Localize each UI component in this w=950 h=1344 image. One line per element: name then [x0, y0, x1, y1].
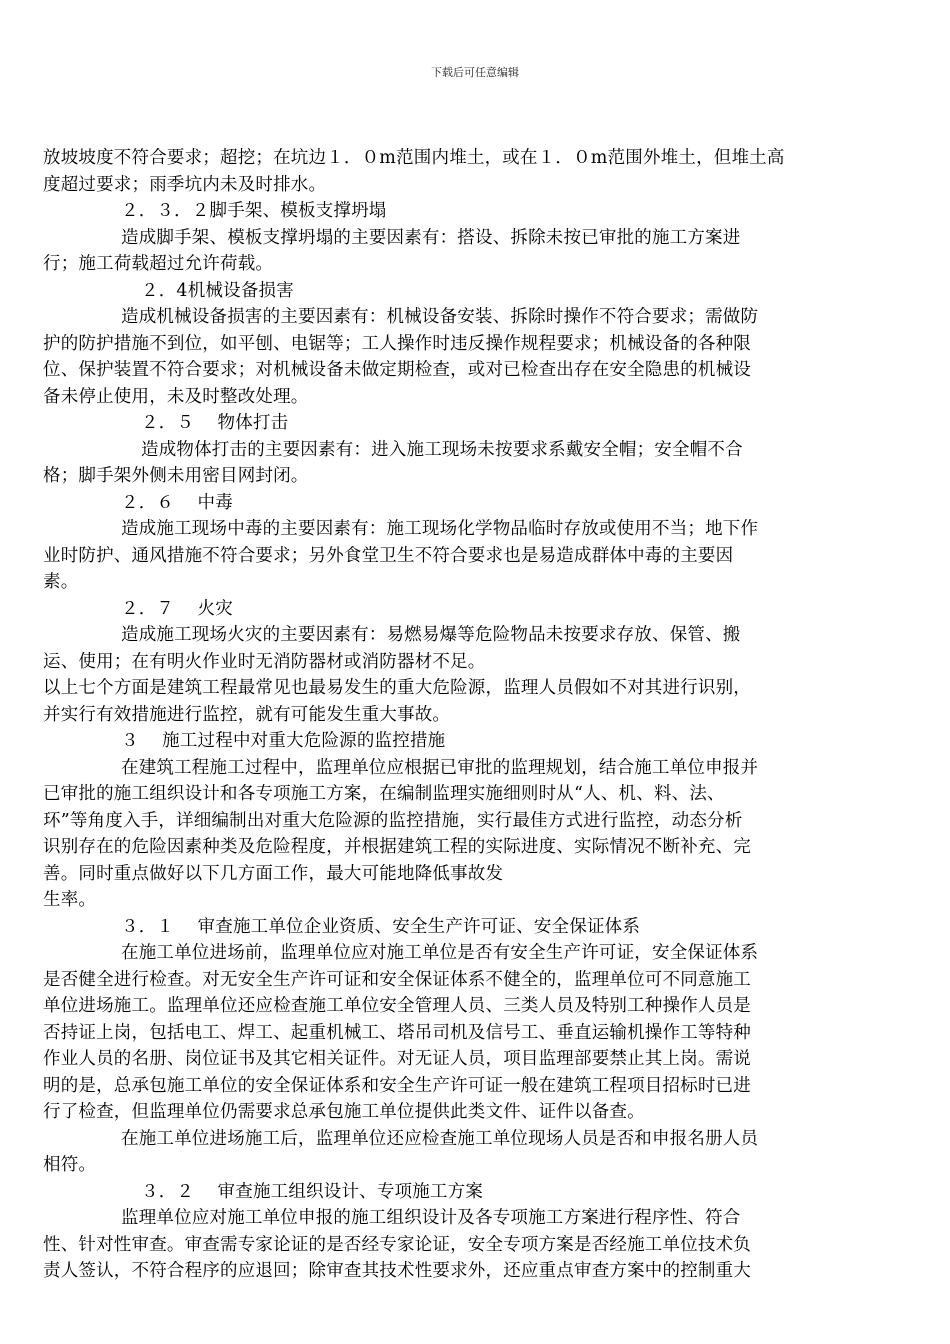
text-line: ３．１ 审查施工单位企业资质、安全生产许可证、安全保证体系 — [121, 916, 641, 937]
text-line: 明的是，总承包施工单位的安全保证体系和安全生产许可证一般在建筑工程项目招标时已进 — [43, 1075, 751, 1096]
document-body — [43, 145, 911, 1285]
text-line: 在施工单位进场前，监理单位应对施工单位是否有安全生产许可证，安全保证体系 — [121, 943, 759, 963]
text-line: ２．６ 中毒 — [121, 492, 233, 513]
text-line: 放坡坡度不符合要求；超挖；在坑边１．０m范围内堆土，或在１．０m范围外堆土，但堆土高 — [43, 148, 785, 168]
text-line: 运、使用；在有明火作业时无消防器材或消防器材不足。 — [43, 651, 486, 672]
text-line: ２．７ 火灾 — [121, 598, 233, 619]
text-line: 生率。 — [43, 890, 97, 910]
text-line: 备未停止使用，未及时整改处理。 — [43, 386, 309, 407]
text-line: 并实行有效措施进行监控，就有可能发生重大事故。 — [43, 704, 451, 725]
text-line: 造成机械设备损害的主要因素有：机械设备安装、拆除时操作不符合要求；需做防 — [121, 307, 759, 327]
text-line: 位、保护装置不符合要求；对机械设备未做定期检查，或对已检查出存在安全隐患的机械设 — [43, 360, 751, 380]
page-header: 下载后可任意编辑 — [431, 66, 519, 79]
text-line: 作业人员的名册、岗位证书及其它相关证件。对无证人员，项目监理部要禁止其上岗。需说 — [43, 1049, 751, 1069]
text-line: 行了检查，但监理单位仍需要求总承包施工单位提供此类文件、证件以备查。 — [43, 1102, 645, 1122]
text-line: ２．５ 物体打击 — [141, 413, 289, 433]
text-line: 造成物体打击的主要因素有：进入施工现场未按要求系戴安全帽；安全帽不合 — [141, 439, 743, 460]
text-line: 护的防护措施不到位，如平刨、电锯等；工人操作时违反操作规程要求；机械设备的各种限 — [43, 333, 751, 354]
text-line: 否持证上岗，包括电工、焊工、起重机械工、塔吊司机及信号工、垂直运输机操作工等特种 — [43, 1022, 751, 1043]
text-line: 单位进场施工。监理单位还应检查施工单位安全管理人员、三类人员及特别工种操作人员是 — [43, 996, 751, 1016]
text-line: 善。同时重点做好以下几方面工作，最大可能地降低事故发 — [43, 863, 504, 884]
text-line: 度超过要求；雨季坑内未及时排水。 — [43, 174, 327, 195]
text-line: 识别存在的危险因素种类及危险程度，并根据建筑工程的实际进度、实际情况不断补充、完 — [43, 837, 751, 857]
text-line: ３ 施工过程中对重大危险源的监控措施 — [121, 731, 446, 751]
text-line: 相符。 — [43, 1155, 97, 1175]
text-line: 造成施工现场火灾的主要因素有：易燃易爆等危险物品未按要求存放、保管、搬 — [121, 625, 741, 645]
text-line: 责人签认，不符合程序的应退回；除审查其技术性要求外，还应重点审查方案中的控制重大 — [43, 1261, 751, 1281]
text-line: 造成施工现场中毒的主要因素有：施工现场化学物品临时存放或使用不当；地下作 — [121, 519, 759, 539]
text-line: ３．２ 审查施工组织设计、专项施工方案 — [141, 1181, 484, 1202]
text-line: 行；施工荷载超过允许荷载。 — [43, 254, 274, 274]
text-line: 以上七个方面是建筑工程最常见也最易发生的重大危险源，监理人员假如不对其进行识别， — [43, 678, 751, 698]
text-line: 在建筑工程施工过程中，监理单位应根据已审批的监理规划，结合施工单位申报并 — [121, 757, 759, 778]
text-line: 环”等角度入手，详细编制出对重大危险源的监控措施，实行最佳方式进行监控，动态分析 — [43, 810, 743, 831]
text-line: 已审批的施工组织设计和各专项施工方案，在编制监理实施细则时从“人、机、料、法、 — [43, 784, 725, 804]
text-line: 业时防护、通风措施不符合要求；另外食堂卫生不符合要求也是易造成群体中毒的主要因 — [43, 545, 734, 566]
text-line: 格；脚手架外侧未用密目网封闭。 — [43, 466, 309, 486]
text-line: 性、针对性审查。审查需专家论证的是否经专家论证，安全专项方案是否经施工单位技术负 — [43, 1234, 751, 1255]
text-line: 造成脚手架、模板支撑坍塌的主要因素有：搭设、拆除未按已审批的施工方案进 — [121, 227, 741, 248]
text-line: 是否健全进行检查。对无安全生产许可证和安全保证体系不健全的，监理单位可不同意施工 — [43, 969, 751, 990]
text-line: ２．３．２脚手架、模板支撑坍塌 — [121, 201, 387, 221]
text-line: ２．4机械设备损害 — [141, 280, 294, 301]
text-line: 在施工单位进场施工后，监理单位还应检查施工单位现场人员是否和申报名册人员 — [121, 1128, 759, 1149]
text-line: 素。 — [43, 572, 79, 592]
text-line: 监理单位应对施工单位申报的施工组织设计及各专项施工方案进行程序性、符合 — [121, 1208, 741, 1228]
